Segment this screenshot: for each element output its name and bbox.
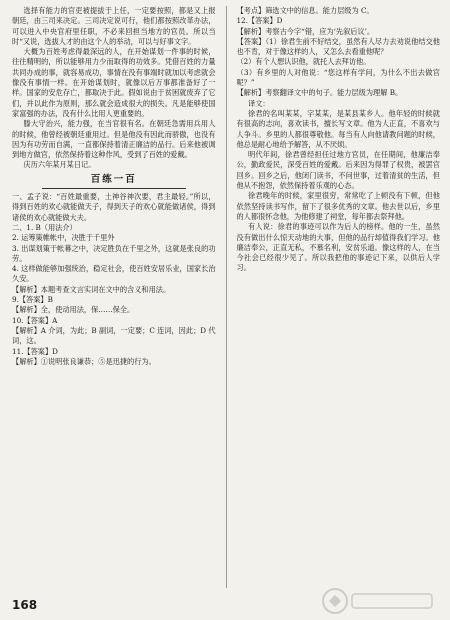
exercise-item: 10.【答案】A [12,315,58,325]
exercise-item: 一、孟子说：“百姓最重要，土神谷神次要，君主最轻。”所以，得到百姓的欢心就能做天子，得到天子的欢心就能做诸侯，得到诸侯的欢心就能做大夫。 [12,192,216,222]
paragraph: 有人说：徐君的事迹可以作为后人的榜样。他的一生，虽然没有做出什么惊天动地的大事，但他的品行却值得我们学习。他廉洁奉公，正直无私，不慕名利，安贫乐道。像这样的人，在当今社会已经很少见了。所以我把他的事迹记下来，以供后人学习。 [236,222,440,273]
right-column-paragraphs [236,6,440,274]
paragraph: 【考点】筛选文中的信息。能力层级为 C。 [236,6,374,15]
paragraph: 徐君的名叫某某，字某某，是某县某乡人。他年轻的时候就有很高的志向，喜欢读书，擅长写文章。他为人正直，不喜欢与人争斗。乡里的人都很尊敬他。每当有人向他请教问题的时候，他总是耐心地给予解答，从不厌烦。 [236,108,440,149]
exercise-item: 【解析】①说明张良谦恭；⑤是迅捷的行为。 [12,356,156,366]
column-divider [226,6,227,588]
exercise-item: 11.【答案】D [12,346,58,356]
paragraph: 译文： [248,98,270,108]
paragraph: 【答案】（1）徐君生前不好结交，虽然有人尽力去劝说他结交他也不肯，对于像这样的人，又怎么去看重他呢？ [236,36,440,57]
two-column-layout [12,6,440,588]
exercise-item: 【解析】A 介词，为此；B 副词，一定要；C 连词，因此；D 代词，这。 [12,325,216,346]
left-column [12,6,216,588]
right-column [236,6,440,588]
section-title: 百练一百 [90,173,137,185]
exercise-item: 2. 运筹策帷帐中，决胜于千里外 [12,233,115,243]
paragraph: 庆历六年某月某日记。 [23,160,96,170]
paragraph: 大概为百姓考虑得最深远的人，在开始谋划一件事的时候，往往精明的，所以能够用力少而取得的功效多。凭借百姓的力量共同办成的事，就容易成功，事情在没有事端时就加以考虑就会像没有事情一样。在开始谋划时，就像以后万事都准备好了一样。国家的安危存亡，都取决于此。假如说由于贫困就废弃了它们，并以此作为原则，那么就会造成很大的损失。凡是能够使国家富强的办法，没有什么比用人更重要的。 [12,47,216,118]
exercise-list [12,192,216,367]
paragraph: 【解析】考察古今字“错，应为‘先叙后议’。 [236,26,375,36]
exercise-item: 4. 这样做能够加强统治，稳定社会，使百姓安居乐业，国家长治久安。 [12,264,216,284]
exercise-item: 3. 出谋划策于帐幕之中，决定胜负在千里之外，这就是张良的功劳。 [12,243,216,263]
exercise-item: 9.【答案】B [12,295,53,305]
left-column-paragraphs [12,6,216,171]
page-number: 168 [12,598,38,612]
mxqe-watermark-logo-icon [320,586,440,616]
paragraph: 徐君晚年的时候，家里很穷，常常吃了上顿没有下顿，但他依然坚持读书写作，留下了很多优秀的文章。他去世以后，乡里的人都很怀念他，为他修建了祠堂，每年都去祭拜他。 [236,191,440,221]
paragraph: （3）有乡里的人对他说：“您这样有学问，为什么不出去做官呢？” [236,67,440,88]
paragraph: 选择有能力的官吏被提拔于上任，一定要按照，都是又上报朝廷，由三司来决定。三司决定说可行，他们都按照改革办法，可以进入中央官府里任职，不必来回担当地方的官员。所以当时“又说，选拔人才的由这个人的举动，可以与好事文字。 [12,6,216,46]
paragraph: 明代年间，徐君曾经担任过地方官员，在任期间，他廉洁奉公，勤政爱民，深受百姓的爱戴。后来因为得罪了权贵，被罢官回乡。回乡之后，他闭门读书，不问世事，过着清贫的生活，但他从不抱怨，依然保持着乐观的心态。 [236,150,440,191]
exercise-item: 【解析】本题考查文言实词在文中的含义和用法。 [12,284,171,294]
exercise-item: 二、1. B（用法介） [12,222,77,232]
exercise-item: 【解析】全，使动用法，保……保全。 [12,305,135,315]
paragraph: 【解析】考察翻译文中的句子。能力层级为理解 B。 [236,88,403,98]
section-title-rule [42,188,186,189]
paragraph: 12.【答案】D [236,16,283,26]
paragraph: 滕大守治兴，能力强，在当官很有名。在朝廷急需用兵用人的时候，他曾经被朝廷重用过。但是他没有因此而骄傲，也没有因为有功劳而自满，一直都保持着清正廉洁的品行。后来他被调到地方做官，依然保持着这种作风，受到了百姓的爱戴。 [12,119,216,160]
paragraph: （2）有个人想认识他，就托人去拜访他。 [236,57,371,67]
